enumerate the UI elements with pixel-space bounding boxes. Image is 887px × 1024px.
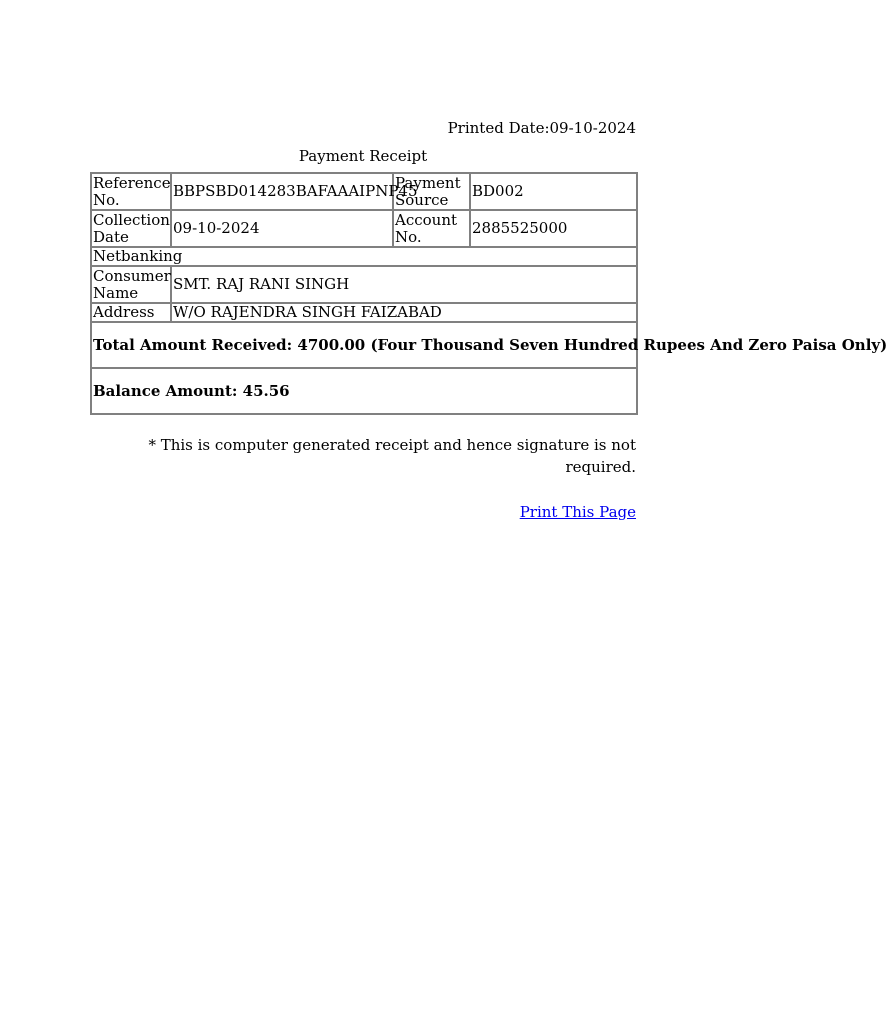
consumer-name-label: Consumer Name	[93, 266, 171, 302]
receipt-table	[90, 172, 887, 415]
account-label: Account No.	[393, 210, 470, 247]
print-link-container	[90, 501, 636, 523]
payment-source-label: Payment Source	[393, 173, 470, 210]
receipt-page	[90, 117, 887, 523]
table-row	[91, 303, 637, 322]
address-value: W/O RAJENDRA SINGH FAIZABAD	[171, 303, 637, 322]
collection-date-label: Collection Date	[93, 210, 170, 246]
table-row	[91, 210, 637, 247]
balance-amount: Balance Amount: 45.56	[91, 368, 637, 414]
table-row	[91, 266, 637, 303]
account-value: 2885525000	[470, 210, 637, 247]
address-label: Address	[91, 303, 171, 322]
table-row	[91, 322, 637, 368]
page-title: Payment Receipt	[298, 147, 428, 165]
collection-date-value: 09-10-2024	[171, 210, 393, 247]
payment-source-value: BD002	[470, 173, 637, 210]
consumer-name-value: SMT. RAJ RANI SINGH	[171, 266, 637, 303]
signature-note: * This is computer generated receipt and hence signature is not required.	[148, 436, 636, 476]
table-row	[91, 368, 637, 414]
table-row	[91, 247, 637, 266]
print-page-link[interactable]: Print This Page	[519, 503, 636, 521]
reference-label: Reference No.	[93, 173, 171, 209]
payment-mode: Netbanking	[91, 247, 637, 266]
table-row	[91, 173, 637, 210]
printed-date: Printed Date:09-10-2024	[447, 119, 636, 137]
reference-value: BBPSBD014283BAFAAAIPNP45	[171, 173, 393, 210]
total-amount: Total Amount Received: 4700.00 (Four Thousand Seven Hundred Rupees And Zero Paisa Only)	[91, 322, 637, 368]
